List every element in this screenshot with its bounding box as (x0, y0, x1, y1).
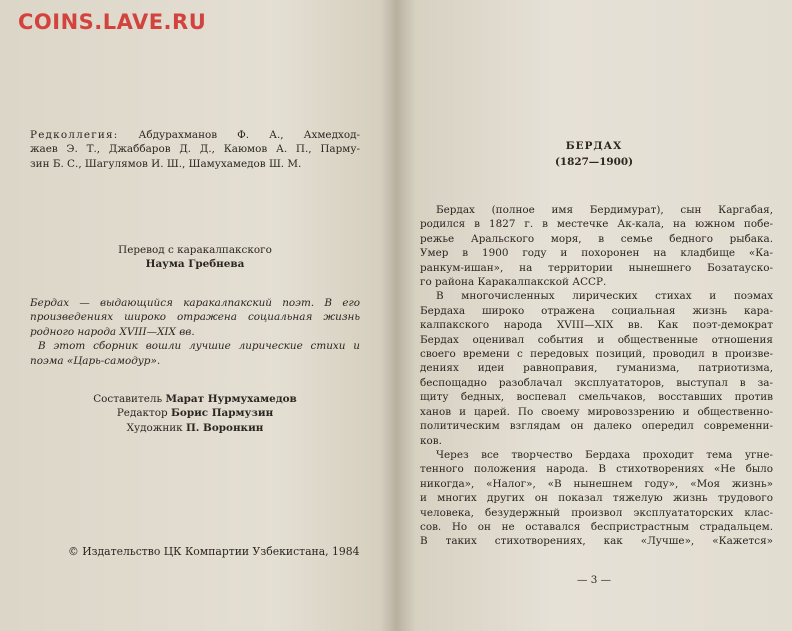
credits-block (30, 392, 360, 435)
credit-artist: Художник П. Воронкин (126, 421, 264, 434)
bio-line: В таких стихотворениях, как «Лучше», «Кажется» (420, 535, 773, 548)
biography-text (420, 203, 773, 549)
translation-line-1: Перевод с каракалпакского (118, 244, 272, 256)
bio-line: и многих других он показал тяжелую жизнь трудового (420, 492, 773, 505)
bio-line: ков. (420, 434, 442, 447)
editorial-label: Редколлегия: (30, 129, 119, 141)
annotation (30, 296, 360, 368)
bio-line: сов. Но он не оставался беспристрастным страдальцем. (420, 520, 773, 533)
bio-line: го района Каракалпакской АССР. (420, 276, 607, 289)
bio-line: политическим взглядам он далеко опередил современни- (420, 420, 773, 433)
annotation-line-5: поэма «Царь-самодур». (30, 354, 161, 367)
bio-line: никогда», «Налог», «В нынешнем году», «Моя жизнь» (420, 477, 773, 490)
editorial-line-3: зин Б. С., Шагулямов И. Ш., Шамухамедов Ш. М. (30, 157, 302, 170)
bio-line: Бердаха широко отражена социальная жизнь кара- (420, 304, 773, 317)
annotation-line-2: произведениях широко отражена социальная жизнь (30, 311, 360, 324)
bio-line: родился в 1827 г. в местечке Ак-кала, на южном побе- (420, 218, 773, 231)
annotation-line-3: родного народа XVIII—XIX вв. (30, 325, 195, 338)
bio-line: Бердах оценивал события и общественные отношения (420, 333, 773, 346)
credit-editor: Редактор Борис Пармузин (116, 407, 274, 420)
page-number: — 3 — (577, 574, 611, 586)
bio-line: калпакского народа XVIII—XIX вв. Как поэт-демократ (420, 319, 773, 332)
bio-line: беспощадно разоблачал эксплуататоров, выступал в за- (420, 376, 773, 389)
translation-credit (30, 243, 360, 272)
bio-line: дениях идеи равноправия, гуманизма, патриотизма, (420, 362, 773, 375)
site-watermark: COINS.LAVE.RU (18, 10, 207, 34)
translator-name: Наума Гребнева (145, 258, 245, 271)
bio-line: тенного положения народа. В стихотворениях «Не было (420, 463, 773, 476)
editorial-line-2: жаев Э. Т., Джаббаров Д. Д., Каюмов А. П., Парму- (30, 143, 360, 156)
biography-title: БЕРДАХ (565, 140, 623, 152)
bio-line: своего времени с передовых позиций, проводил в произве- (420, 348, 773, 361)
bio-line: Через все творчество Бердаха проходит тема угне- (436, 448, 773, 461)
editorial-line-1: Редколлегия: Абдурахманов Ф. А., Ахмедход- (30, 129, 360, 141)
annotation-line-4: В этот сборник вошли лучшие лирические стихи и (38, 340, 360, 353)
bio-line: В многочисленных лирических стихах и поэмах (436, 290, 773, 303)
credit-compiler: Составитель Марат Нурмухамедов (93, 393, 297, 405)
bio-line: щиту бедных, воспевал смельчаков, восставших против (420, 391, 773, 404)
editorial-board (30, 128, 360, 171)
bio-line: режье Аральского моря, в семье бедного рыбака. (420, 232, 773, 245)
bio-line: ханов и царей. По своему мировоззрению и общественно- (420, 405, 773, 418)
bio-line: Бердах (полное имя Бердимурат), сын Каргабая, (436, 204, 773, 216)
bio-line: Умер в 1900 году и похоронен на кладбище «Ка- (420, 247, 773, 260)
right-page (396, 0, 792, 631)
copyright-line: © Издательство ЦК Компартии Узбекистана, 1984 (68, 545, 360, 558)
bio-line: человека, безудержный произвол эксплуататорских клас- (420, 506, 773, 519)
annotation-line-1: Бердах — выдающийся каракалпакский поэт. В его (30, 297, 360, 309)
bio-line: ранкум-ишан», на территории нынешнего Бозатауско- (420, 261, 773, 274)
biography-years: (1827—1900) (554, 156, 634, 168)
